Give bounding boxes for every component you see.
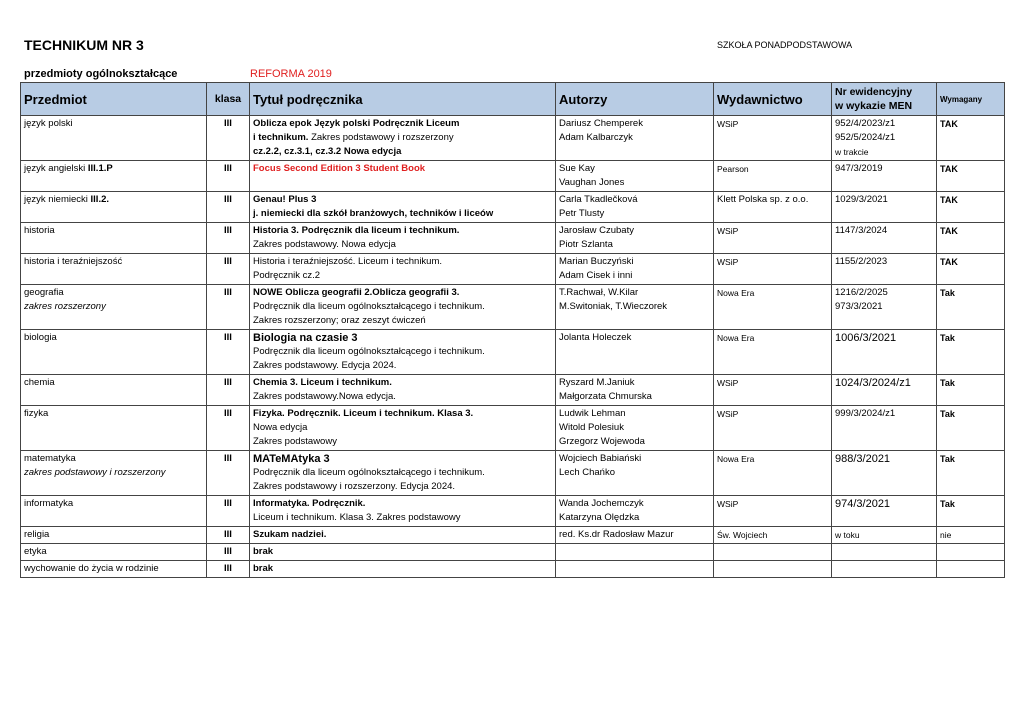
subject-note: zakres podstawowy i rozszerzony [24, 467, 166, 478]
class-cell: III [207, 561, 250, 578]
evidence-number: 1006/3/2021 [835, 332, 897, 344]
title-line: Szukam nadziei. [253, 529, 327, 540]
number-cell [832, 254, 937, 285]
subject-name: fizyka [24, 408, 49, 419]
publisher-cell: Św. Wojciech [714, 527, 832, 544]
evidence-number: w toku [835, 530, 860, 540]
title-line: Zakres podstawowy. Nowa edycja [253, 239, 396, 250]
number-cell [832, 375, 937, 406]
textbook-table [20, 82, 1005, 578]
subject-group: III.2. [90, 194, 110, 205]
table-row [21, 330, 1005, 375]
authors-cell [556, 406, 714, 451]
title-line: Podręcznik dla liceum ogólnokształcącego i technikum. [253, 301, 485, 312]
publisher-cell: Nowa Era [714, 451, 832, 496]
title-cell [250, 451, 556, 496]
table-row [21, 561, 1005, 578]
required-cell: Tak [937, 330, 1005, 375]
title-line-rest: Zakres podstawowy i rozszerzony [308, 132, 454, 143]
publisher-cell: WSiP [714, 496, 832, 527]
authors-cell [556, 254, 714, 285]
class-cell: III [207, 496, 250, 527]
authors-cell [556, 544, 714, 561]
number-cell [832, 223, 937, 254]
title-line: Oblicza epok Język polski Podręcznik Liceum [253, 118, 460, 129]
evidence-number: w trakcie [835, 147, 869, 157]
class-cell: III [207, 544, 250, 561]
column-header-subject: Przedmiot [21, 83, 207, 116]
author-name: Piotr Szlanta [559, 239, 613, 250]
number-cell [832, 192, 937, 223]
title-line: Zakres rozszerzony; oraz zeszyt ćwiczeń [253, 315, 426, 326]
author-name: Ryszard M.Janiuk [559, 377, 635, 388]
subject-name: język polski [24, 118, 73, 129]
authors-cell [556, 375, 714, 406]
title-cell [250, 161, 556, 192]
number-cell [832, 161, 937, 192]
authors-cell [556, 527, 714, 544]
author-name: T.Rachwał, W.Kilar [559, 287, 639, 298]
evidence-number: 952/5/2024/z1 [835, 132, 896, 143]
author-name: Jolanta Holeczek [559, 332, 632, 343]
title-cell [250, 375, 556, 406]
title-line: Zakres podstawowy. Edycja 2024. [253, 360, 397, 371]
authors-cell [556, 223, 714, 254]
class-cell: III [207, 285, 250, 330]
authors-cell [556, 330, 714, 375]
authors-cell [556, 161, 714, 192]
required-cell [937, 561, 1005, 578]
title-line: brak [253, 546, 274, 557]
title-line: Historia i teraźniejszość. Liceum i technikum. [253, 256, 443, 267]
author-name: Witold Polesiuk [559, 422, 624, 433]
authors-cell [556, 285, 714, 330]
table-row [21, 527, 1005, 544]
number-cell [832, 544, 937, 561]
title-cell [250, 330, 556, 375]
school-type: SZKOŁA PONADPODSTAWOWA [717, 40, 853, 50]
table-row [21, 496, 1005, 527]
reform-label: REFORMA 2019 [250, 68, 332, 80]
number-cell [832, 406, 937, 451]
authors-cell [556, 192, 714, 223]
required-cell [937, 544, 1005, 561]
author-name: M.Switoniak, T.Wieczorek [559, 301, 668, 312]
class-cell: III [207, 161, 250, 192]
title-line [253, 131, 552, 145]
class-cell: III [207, 527, 250, 544]
evidence-number: 973/3/2021 [835, 301, 883, 312]
author-name: Adam Cisek i inni [559, 270, 633, 281]
subject-name: religia [24, 529, 50, 540]
author-name: Lech Chańko [559, 467, 615, 478]
class-cell: III [207, 254, 250, 285]
class-cell: III [207, 406, 250, 451]
title-cell [250, 223, 556, 254]
subject-cell [21, 161, 207, 192]
publisher-cell: Nowa Era [714, 285, 832, 330]
required-cell: Tak [937, 285, 1005, 330]
column-header-number-line2: w wykazie MEN [835, 100, 913, 112]
title-line: Nowa edycja [253, 422, 308, 433]
title-line: Fizyka. Podręcznik. Liceum i technikum. Klasa 3. [253, 408, 474, 419]
table-row [21, 116, 1005, 161]
number-cell [832, 285, 937, 330]
section-subtitle: przedmioty ogólnokształcące [24, 68, 178, 80]
author-name: Petr Tlusty [559, 208, 605, 219]
evidence-number: 988/3/2021 [835, 453, 891, 465]
subject-name: język niemiecki [24, 194, 91, 205]
subject-name: geografia [24, 287, 64, 298]
subject-cell [21, 223, 207, 254]
subject-note: zakres rozszerzony [24, 301, 106, 312]
required-cell: TAK [937, 223, 1005, 254]
title-line: Historia 3. Podręcznik dla liceum i technikum. [253, 225, 460, 236]
subject-cell [21, 116, 207, 161]
subject-name: matematyka [24, 453, 76, 464]
table-header-row [21, 83, 1005, 116]
number-cell [832, 561, 937, 578]
subject-name: chemia [24, 377, 55, 388]
author-name: Ludwik Lehman [559, 408, 626, 419]
subject-name: informatyka [24, 498, 74, 509]
authors-cell [556, 116, 714, 161]
title-line: brak [253, 563, 274, 574]
table-row [21, 544, 1005, 561]
evidence-number: 1029/3/2021 [835, 194, 888, 205]
title-line: Informatyka. Podręcznik. [253, 498, 366, 509]
title-cell [250, 544, 556, 561]
author-name: Dariusz Chemperek [559, 118, 643, 129]
subject-cell [21, 285, 207, 330]
evidence-number: 999/3/2024/z1 [835, 408, 896, 419]
subject-name: biologia [24, 332, 57, 343]
column-header-number [832, 83, 937, 116]
title-cell [250, 192, 556, 223]
author-name: Vaughan Jones [559, 177, 625, 188]
title-line-bold-part: i technikum. [253, 132, 309, 143]
subject-cell [21, 544, 207, 561]
number-cell [832, 330, 937, 375]
title-line: Zakres podstawowy.Nowa edycja. [253, 391, 396, 402]
subject-cell [21, 451, 207, 496]
table-row [21, 254, 1005, 285]
subject-cell [21, 406, 207, 451]
subject-name: wychowanie do życia w rodzinie [24, 563, 159, 574]
class-cell: III [207, 116, 250, 161]
evidence-number: 1216/2/2025 [835, 287, 888, 298]
authors-cell [556, 561, 714, 578]
authors-cell [556, 496, 714, 527]
publisher-cell: WSiP [714, 254, 832, 285]
column-header-number-line1: Nr ewidencyjny [835, 86, 913, 98]
publisher-cell: WSiP [714, 406, 832, 451]
class-cell: III [207, 375, 250, 406]
authors-cell [556, 451, 714, 496]
required-cell: nie [937, 527, 1005, 544]
title-line: Podręcznik cz.2 [253, 270, 321, 281]
subject-cell [21, 561, 207, 578]
required-cell: TAK [937, 116, 1005, 161]
title-line: MATeMAtyka 3 [253, 453, 330, 465]
publisher-cell: Nowa Era [714, 330, 832, 375]
required-cell: TAK [937, 192, 1005, 223]
evidence-number: 952/4/2023/z1 [835, 118, 896, 129]
table-row [21, 223, 1005, 254]
number-cell [832, 496, 937, 527]
title-cell [250, 285, 556, 330]
required-cell: Tak [937, 451, 1005, 496]
subject-cell [21, 527, 207, 544]
publisher-cell: WSiP [714, 375, 832, 406]
title-line: Zakres podstawowy i rozszerzony. Edycja 2024. [253, 481, 456, 492]
required-cell: TAK [937, 161, 1005, 192]
subject-group: III.1.P [87, 163, 113, 174]
subject-name: historia i teraźniejszość [24, 256, 123, 267]
subject-name: historia [24, 225, 55, 236]
author-name: Wanda Jochemczyk [559, 498, 644, 509]
subject-cell [21, 254, 207, 285]
class-cell: III [207, 330, 250, 375]
class-cell: III [207, 192, 250, 223]
table-row [21, 161, 1005, 192]
subject-cell [21, 192, 207, 223]
subject-cell [21, 330, 207, 375]
class-cell: III [207, 451, 250, 496]
column-header-publisher: Wydawnictwo [714, 83, 832, 116]
evidence-number: 974/3/2021 [835, 498, 891, 510]
author-name: Jarosław Czubaty [559, 225, 634, 236]
table-row [21, 375, 1005, 406]
table-row [21, 285, 1005, 330]
required-cell: Tak [937, 406, 1005, 451]
title-line: Zakres podstawowy [253, 436, 337, 447]
publisher-cell: WSiP [714, 223, 832, 254]
subject-name: język angielski [24, 163, 88, 174]
subject-cell [21, 375, 207, 406]
title-line: NOWE Oblicza geografii 2.Oblicza geografii 3. [253, 287, 460, 298]
number-cell [832, 451, 937, 496]
evidence-number: 947/3/2019 [835, 163, 883, 174]
number-cell [832, 527, 937, 544]
author-name: Carla Tkadlečková [559, 194, 638, 205]
column-header-class: klasa [207, 83, 250, 116]
title-line: Podręcznik dla liceum ogólnokształcącego i technikum. [253, 346, 485, 357]
table-row [21, 192, 1005, 223]
author-name: red. Ks.dr Radosław Mazur [559, 529, 674, 540]
title-cell [250, 527, 556, 544]
title-line: cz.2.2, cz.3.1, cz.3.2 Nowa edycja [253, 146, 402, 157]
author-name: Sue Kay [559, 163, 595, 174]
title-line: j. niemiecki dla szkół branżowych, techników i liceów [253, 208, 494, 219]
author-name: Marian Buczyński [559, 256, 634, 267]
title-cell [250, 496, 556, 527]
title-line: Focus Second Edition 3 Student Book [253, 163, 426, 174]
evidence-number: 1024/3/2024/z1 [835, 377, 911, 389]
author-name: Adam Kalbarczyk [559, 132, 633, 143]
table-row [21, 406, 1005, 451]
required-cell: Tak [937, 375, 1005, 406]
publisher-cell: WSiP [714, 116, 832, 161]
subject-name: etyka [24, 546, 47, 557]
author-name: Grzegorz Wojewoda [559, 436, 645, 447]
required-cell: Tak [937, 496, 1005, 527]
evidence-number: 1147/3/2024 [835, 225, 888, 236]
column-header-title: Tytuł podręcznika [250, 83, 556, 116]
title-line: Biologia na czasie 3 [253, 332, 358, 344]
title-line: Podręcznik dla liceum ogólnokształcącego i technikum. [253, 467, 485, 478]
title-cell [250, 406, 556, 451]
required-cell: TAK [937, 254, 1005, 285]
title-line: Chemia 3. Liceum i technikum. [253, 377, 392, 388]
publisher-cell: Pearson [714, 161, 832, 192]
publisher-cell [714, 561, 832, 578]
title-line: Genau! Plus 3 [253, 194, 317, 205]
document-title: TECHNIKUM NR 3 [24, 37, 144, 53]
class-cell: III [207, 223, 250, 254]
author-name: Wojciech Babiański [559, 453, 642, 464]
publisher-cell [714, 544, 832, 561]
column-header-authors: Autorzy [556, 83, 714, 116]
title-cell [250, 116, 556, 161]
title-cell [250, 254, 556, 285]
author-name: Małgorzata Chmurska [559, 391, 652, 402]
table-row [21, 451, 1005, 496]
author-name: Katarzyna Olędzka [559, 512, 640, 523]
subject-cell [21, 496, 207, 527]
publisher-cell: Klett Polska sp. z o.o. [714, 192, 832, 223]
column-header-required: Wymagany [937, 83, 1005, 116]
title-cell [250, 561, 556, 578]
number-cell [832, 116, 937, 161]
evidence-number: 1155/2/2023 [835, 256, 888, 267]
title-line: Liceum i technikum. Klasa 3. Zakres podstawowy [253, 512, 461, 523]
